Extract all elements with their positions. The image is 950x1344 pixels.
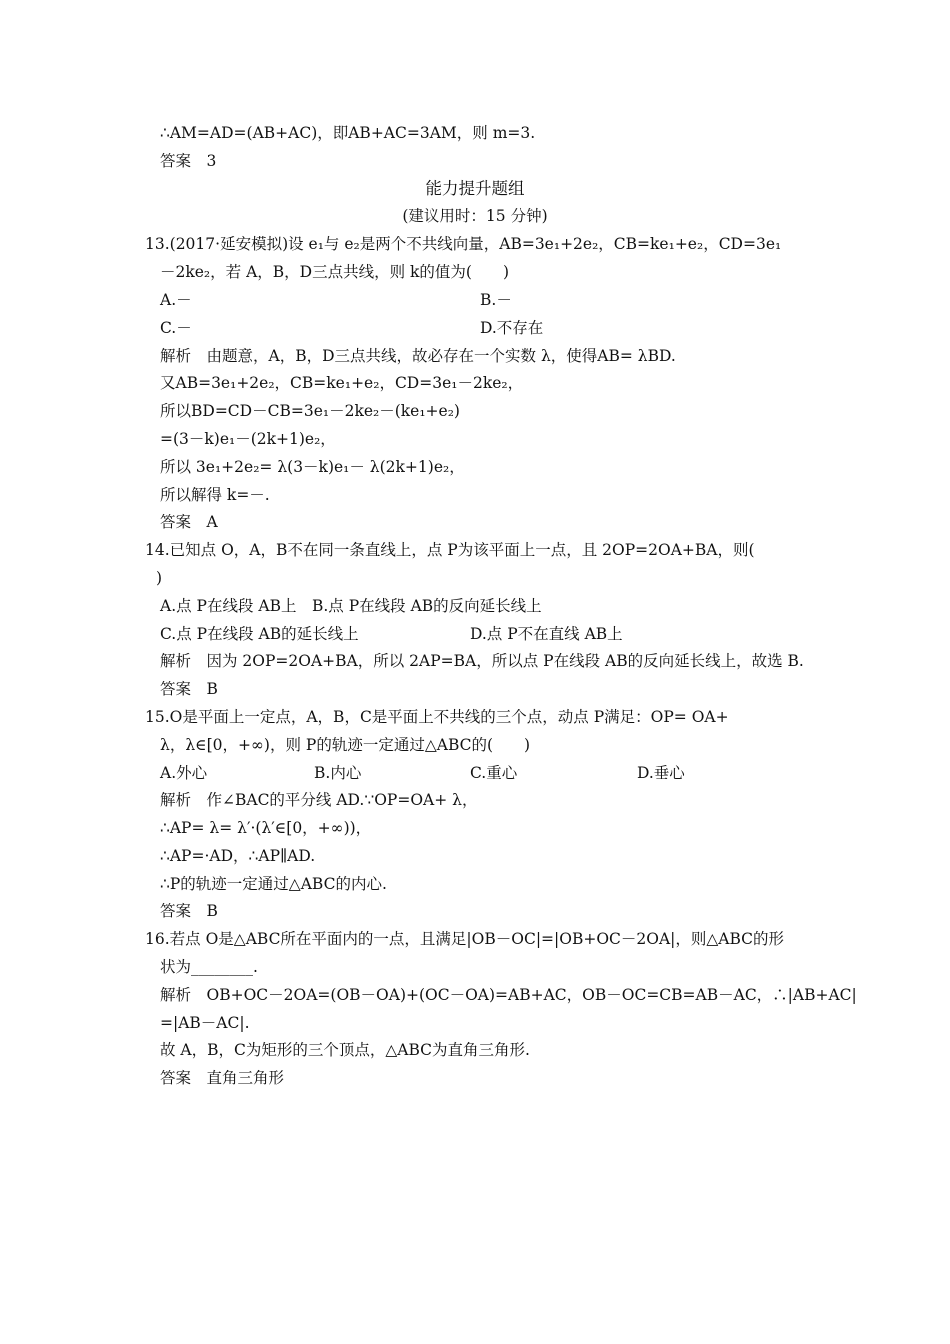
text-line: ∴AM=AD=(AB+AC)，即AB+AC=3AM，则 m=3. bbox=[160, 124, 536, 142]
answer-line: 答案 B bbox=[160, 680, 218, 698]
text-line: =(3－k)e₁－(2k+1)e₂， bbox=[160, 430, 336, 448]
option-a: A.－ bbox=[160, 291, 192, 309]
option-d: D.垂心 bbox=[637, 764, 685, 782]
question-14: 14.已知点 O，A，B不在同一条直线上，点 P为该平面上一点，且 2OP=2OA+BA，则( bbox=[145, 541, 755, 559]
question-13: 13.(2017·延安模拟)设 e₁与 e₂是两个不共线向量，AB=3e₁+2e₂，CB=ke₁+e₂，CD=3e₁ bbox=[145, 235, 782, 253]
option-c: C.－ bbox=[160, 319, 192, 337]
analysis-line: 解析 OB+OC－2OA=(OB－OA)+(OC－OA)=AB+AC，OB－OC=CB=AB－AC，∴|AB+AC| bbox=[160, 986, 857, 1004]
analysis-line: 解析 由题意，A，B，D三点共线，故必存在一个实数 λ，使得AB= λBD. bbox=[160, 347, 676, 365]
text-line: 所以BD=CD－CB=3e₁－2ke₂－(ke₁+e₂) bbox=[160, 402, 460, 420]
question-15: 15.O是平面上一定点，A，B，C是平面上不共线的三个点，动点 P满足：OP= OA+ bbox=[145, 708, 729, 726]
answer-line: 答案 3 bbox=[160, 152, 217, 170]
section-title: 能力提升题组 bbox=[425, 179, 525, 198]
option-d: D.不存在 bbox=[480, 319, 544, 337]
analysis-line: 解析 作∠BAC的平分线 AD.∵OP=OA+ λ， bbox=[160, 791, 478, 809]
answer-line: 答案 直角三角形 bbox=[160, 1069, 285, 1087]
option-b: B.－ bbox=[480, 291, 512, 309]
option-c: C.点 P在线段 AB的延长线上 bbox=[160, 625, 359, 643]
option-a: A.外心 bbox=[160, 764, 208, 782]
option-c: C.重心 bbox=[470, 764, 518, 782]
text-line: 所以解得 k=－. bbox=[160, 486, 270, 504]
text-line: 又AB=3e₁+2e₂，CB=ke₁+e₂，CD=3e₁－2ke₂， bbox=[160, 374, 524, 392]
option-d: D.点 P不在直线 AB上 bbox=[470, 625, 623, 643]
section-subtitle: (建议用时：15 分钟) bbox=[402, 207, 548, 225]
answer-line: 答案 A bbox=[160, 513, 218, 531]
text-line: －2ke₂，若 A，B，D三点共线，则 k的值为( ) bbox=[160, 263, 509, 281]
text-line: ∴AP= λ= λ′·(λ′∈[0，+∞))， bbox=[160, 819, 372, 837]
answer-line: 答案 B bbox=[160, 902, 218, 920]
text-line: 状为________. bbox=[160, 958, 258, 976]
text-line: 故 A，B，C为矩形的三个顶点，△ABC为直角三角形. bbox=[160, 1041, 530, 1059]
analysis-line: 解析 因为 2OP=2OA+BA，所以 2AP=BA，所以点 P在线段 AB的反向延长线上，故选 B. bbox=[160, 652, 804, 670]
text-line: ∴P的轨迹一定通过△ABC的内心. bbox=[160, 875, 387, 893]
question-16: 16.若点 O是△ABC所在平面内的一点，且满足|OB－OC|=|OB+OC－2OA|，则△ABC的形 bbox=[145, 930, 785, 948]
text-line: ) bbox=[156, 569, 163, 587]
text-line: 所以 3e₁+2e₂= λ(3－k)e₁－ λ(2k+1)e₂， bbox=[160, 458, 465, 476]
option-line: A.点 P在线段 AB上 B.点 P在线段 AB的反向延长线上 bbox=[160, 597, 542, 615]
text-line: =|AB－AC|. bbox=[160, 1014, 250, 1032]
text-line: ∴AP=·AD，∴AP∥AD. bbox=[160, 847, 316, 865]
option-b: B.内心 bbox=[314, 764, 362, 782]
text-line: λ，λ∈[0，+∞)，则 P的轨迹一定通过△ABC的( ) bbox=[160, 736, 531, 754]
